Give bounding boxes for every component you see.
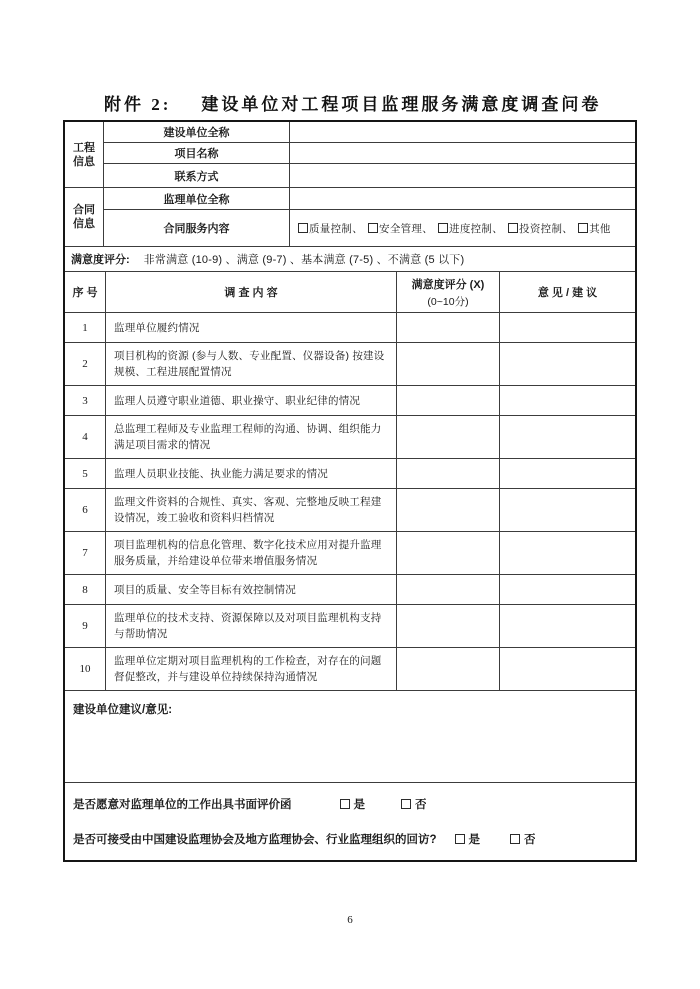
service-option bbox=[368, 221, 438, 236]
no-option bbox=[510, 834, 536, 846]
service-option-label: 投资控制 bbox=[519, 222, 563, 235]
score-legend-label: 满意度评分: bbox=[71, 254, 130, 266]
row-number: 7 bbox=[65, 532, 106, 575]
header-no: 序 号 bbox=[65, 272, 106, 313]
option-separator: 、 bbox=[422, 222, 434, 235]
yes-checkbox-icon[interactable] bbox=[340, 799, 350, 809]
table-row bbox=[65, 532, 635, 575]
row-survey-content: 总监理工程师及专业监理工程师的沟通、协调、组织能力满足项目需求的情况 bbox=[106, 416, 397, 459]
survey-body bbox=[65, 313, 635, 691]
row-survey-content: 项目的质量、安全等目标有效控制情况 bbox=[106, 575, 397, 605]
table-row bbox=[65, 489, 635, 532]
service-option bbox=[578, 221, 611, 236]
row-survey-content: 监理单位履约情况 bbox=[106, 313, 397, 343]
service-option-label: 其他 bbox=[589, 222, 611, 235]
row-survey-content: 监理单位的技术支持、资源保障以及对项目监理机构支持与帮助情况 bbox=[106, 605, 397, 648]
table-row bbox=[65, 605, 635, 648]
header-score bbox=[397, 272, 500, 313]
no-label: 否 bbox=[524, 834, 536, 846]
label-project-name: 项目名称 bbox=[104, 143, 290, 164]
checkbox-icon[interactable] bbox=[578, 223, 588, 233]
opinion-input-cell[interactable] bbox=[500, 459, 635, 489]
row-survey-content: 监理文件资料的合规性、真实、客观、完整地反映工程建设情况，竣工验收和资料归档情况 bbox=[106, 489, 397, 532]
page-number: 6 bbox=[347, 914, 353, 926]
row-number: 3 bbox=[65, 386, 106, 416]
opinion-input-cell[interactable] bbox=[500, 343, 635, 386]
row-number: 10 bbox=[65, 648, 106, 691]
opinion-input-cell[interactable] bbox=[500, 605, 635, 648]
score-legend-text: 非常满意 (10-9) 、满意 (9-7) 、基本满意 (7-5) 、不满意 (5 以下) bbox=[143, 254, 465, 266]
score-input-cell[interactable] bbox=[397, 459, 500, 489]
opinion-input-cell[interactable] bbox=[500, 575, 635, 605]
label-construction-unit-name: 建设单位全称 bbox=[104, 122, 290, 143]
service-option bbox=[298, 221, 368, 236]
input-cell-project-name[interactable] bbox=[290, 143, 635, 164]
service-option bbox=[508, 221, 578, 236]
option-separator: 、 bbox=[352, 222, 364, 235]
service-option-label: 进度控制 bbox=[449, 222, 493, 235]
label-contact-info: 联系方式 bbox=[104, 164, 290, 188]
group-label-project-info: 工程信息 bbox=[65, 122, 104, 188]
input-cell-contact-info[interactable] bbox=[290, 164, 635, 188]
table-row bbox=[65, 575, 635, 605]
service-option bbox=[438, 221, 508, 236]
input-cell-supervision-unit-name[interactable] bbox=[290, 188, 635, 210]
opinion-input-cell[interactable] bbox=[500, 532, 635, 575]
suggestion-input-area[interactable] bbox=[65, 691, 635, 783]
opinion-input-cell[interactable] bbox=[500, 313, 635, 343]
survey-form-table bbox=[63, 120, 637, 862]
score-input-cell[interactable] bbox=[397, 313, 500, 343]
score-legend-row bbox=[65, 247, 635, 272]
table-row bbox=[65, 416, 635, 459]
yes-label: 是 bbox=[468, 834, 481, 846]
yes-no-question bbox=[73, 831, 627, 847]
service-option-label: 安全管理 bbox=[379, 222, 423, 235]
table-row bbox=[65, 343, 635, 386]
questions bbox=[65, 783, 635, 860]
score-input-cell[interactable] bbox=[397, 489, 500, 532]
row-survey-content: 监理人员职业技能、执业能力满足要求的情况 bbox=[106, 459, 397, 489]
row-number: 5 bbox=[65, 459, 106, 489]
page-title bbox=[104, 90, 601, 115]
yes-option bbox=[340, 799, 366, 811]
question-text: 是否可接受由中国建设监理协会及地方监理协会、行业监理组织的回访? bbox=[73, 834, 437, 846]
table-row bbox=[65, 648, 635, 691]
header-score-line2: (0~10分) bbox=[427, 295, 469, 308]
label-contract-service-content: 合同服务内容 bbox=[104, 210, 290, 247]
opinion-input-cell[interactable] bbox=[500, 386, 635, 416]
no-checkbox-icon[interactable] bbox=[510, 834, 520, 844]
opinion-input-cell[interactable] bbox=[500, 648, 635, 691]
attachment-label: 附件 2: bbox=[104, 95, 172, 114]
row-number: 4 bbox=[65, 416, 106, 459]
table-row bbox=[65, 386, 635, 416]
row-survey-content: 项目监理机构的信息化管理、数字化技术应用对提升监理服务质量，并给建设单位带来增值服务情况 bbox=[106, 532, 397, 575]
no-option bbox=[401, 799, 427, 811]
info-section bbox=[65, 122, 635, 247]
row-number: 6 bbox=[65, 489, 106, 532]
yes-no-question bbox=[73, 796, 627, 812]
row-number: 8 bbox=[65, 575, 106, 605]
row-number: 2 bbox=[65, 343, 106, 386]
row-number: 1 bbox=[65, 313, 106, 343]
score-input-cell[interactable] bbox=[397, 648, 500, 691]
score-input-cell[interactable] bbox=[397, 386, 500, 416]
table-row bbox=[65, 459, 635, 489]
service-options bbox=[290, 210, 635, 247]
score-input-cell[interactable] bbox=[397, 416, 500, 459]
suggestion-label: 建设单位建议/意见: bbox=[73, 704, 173, 716]
score-input-cell[interactable] bbox=[397, 605, 500, 648]
row-survey-content: 监理人员遵守职业道德、职业操守、职业纪律的情况 bbox=[106, 386, 397, 416]
table-row bbox=[65, 313, 635, 343]
question-text: 是否愿意对监理单位的工作出具书面评价函 bbox=[73, 799, 292, 811]
survey-header-row bbox=[65, 272, 635, 313]
service-option-label: 质量控制 bbox=[309, 222, 353, 235]
header-score-line1: 满意度评分 (X) bbox=[411, 278, 485, 291]
row-survey-content: 项目机构的资源 (参与人数、专业配置、仪器设备) 按建设规模、工程进展配置情况 bbox=[106, 343, 397, 386]
checkbox-icon[interactable] bbox=[438, 223, 448, 233]
option-separator: 、 bbox=[492, 222, 504, 235]
score-input-cell[interactable] bbox=[397, 343, 500, 386]
no-checkbox-icon[interactable] bbox=[401, 799, 411, 809]
option-separator: 、 bbox=[562, 222, 574, 235]
header-opinion: 意 见 / 建 议 bbox=[500, 272, 635, 313]
title-text: 建设单位对工程项目监理服务满意度调查问卷 bbox=[201, 95, 602, 114]
group-label-contract-info: 合同信息 bbox=[65, 188, 104, 247]
checkbox-icon[interactable] bbox=[508, 223, 518, 233]
yes-checkbox-icon[interactable] bbox=[455, 834, 465, 844]
checkbox-icon[interactable] bbox=[368, 223, 378, 233]
row-number: 9 bbox=[65, 605, 106, 648]
input-cell-construction-unit-name[interactable] bbox=[290, 122, 635, 143]
header-content: 调 查 内 容 bbox=[106, 272, 397, 313]
no-label: 否 bbox=[415, 799, 427, 811]
opinion-input-cell[interactable] bbox=[500, 489, 635, 532]
yes-option bbox=[455, 834, 481, 846]
score-input-cell[interactable] bbox=[397, 575, 500, 605]
checkbox-icon[interactable] bbox=[298, 223, 308, 233]
label-supervision-unit-name: 监理单位全称 bbox=[104, 188, 290, 210]
row-survey-content: 监理单位定期对项目监理机构的工作检查，对存在的问题督促整改，并与建设单位持续保持沟通情况 bbox=[106, 648, 397, 691]
score-input-cell[interactable] bbox=[397, 532, 500, 575]
opinion-input-cell[interactable] bbox=[500, 416, 635, 459]
yes-label: 是 bbox=[353, 799, 365, 811]
